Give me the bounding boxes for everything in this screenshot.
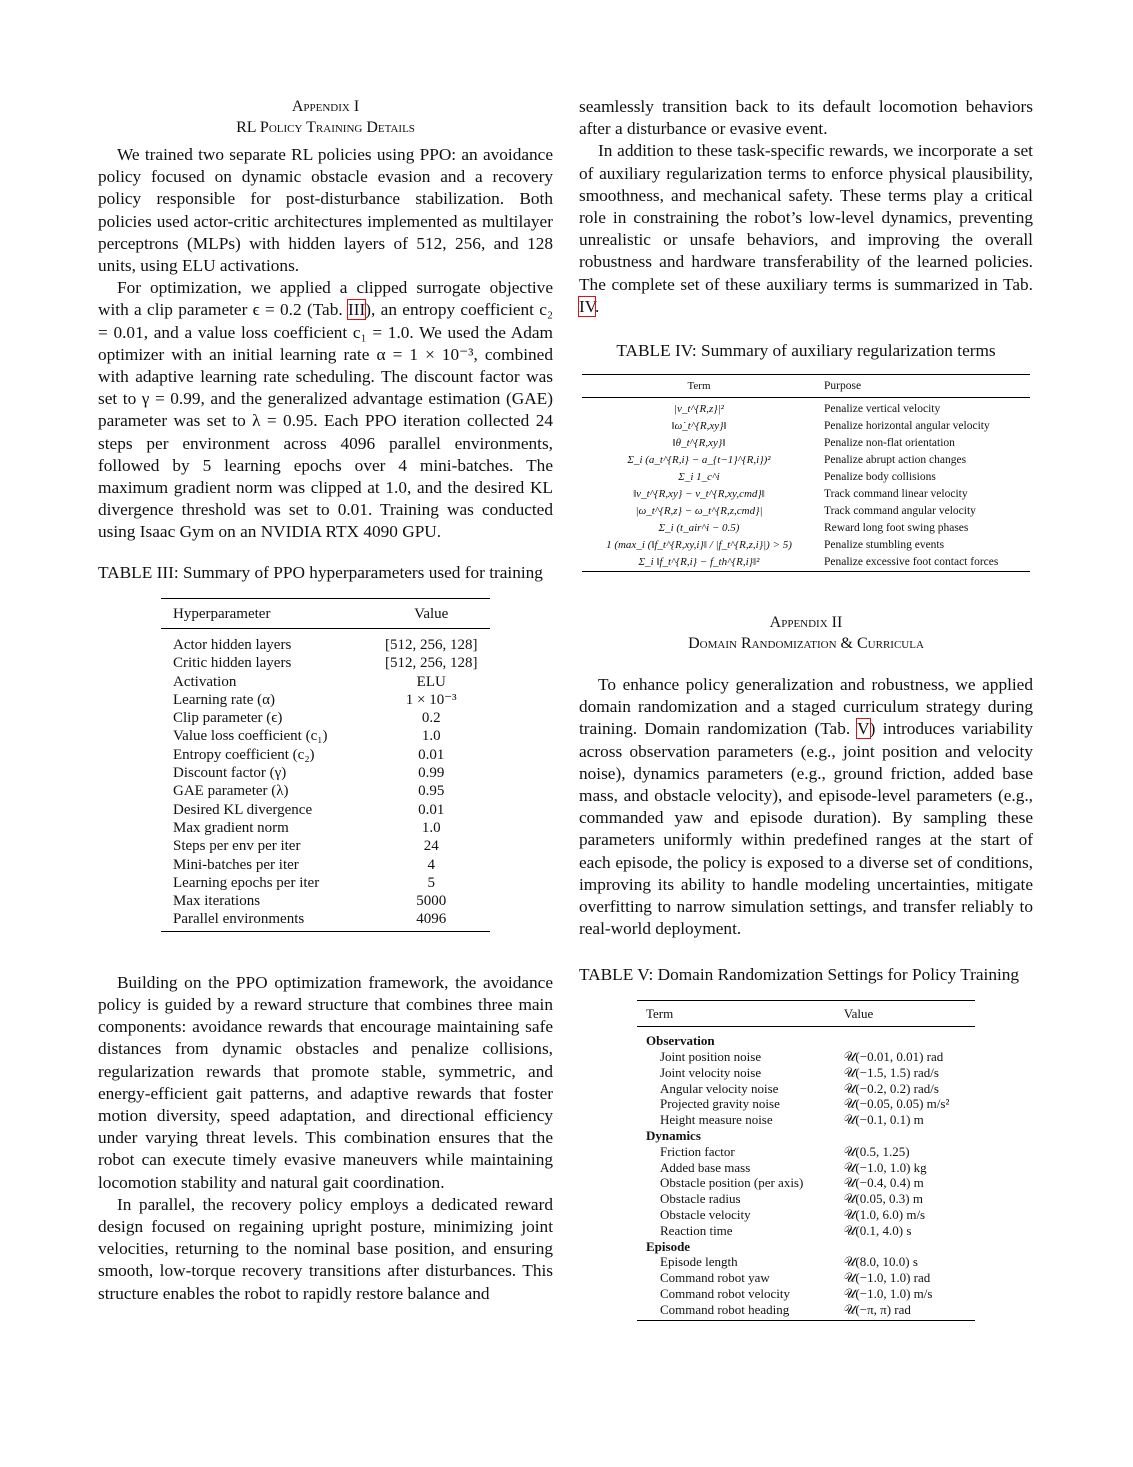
table-4-caption: TABLE IV: Summary of auxiliary regularization terms xyxy=(616,341,996,361)
table-3-body xyxy=(161,628,490,931)
hyperparameter-cell: Critic hidden layers xyxy=(173,655,292,672)
value-cell: 1.0 xyxy=(421,819,441,836)
text-segment: . xyxy=(595,296,600,316)
purpose-cell: Reward long foot swing phases xyxy=(824,522,969,535)
table-row xyxy=(161,892,490,910)
term-cell: Obstacle radius xyxy=(660,1191,741,1207)
table-row xyxy=(637,1049,975,1065)
purpose-cell: Penalize horizontal angular velocity xyxy=(824,420,990,433)
value-cell: 0.95 xyxy=(418,783,445,800)
hyperparameter-cell: Actor hidden layers xyxy=(173,636,292,653)
group-heading: Dynamics xyxy=(646,1128,701,1144)
paragraph-avoidance-reward: Building on the PPO optimization framework, the avoidance policy is guided by a reward structure that combines three main components: avoidance rewards that encourage maintaining safe distances from dynamic obstacles and penalize collisions, regularization rewards that promote stable, symmetric, and energy-efficient gait patterns, and adaptive rewards that foster motion diversity, speed adaptation, and directional efficiency under varying threat levels. This combination ensures that the robot can execute timely evasive maneuvers while maintaining locomotion stability and natural gait coordination. xyxy=(98,972,553,1192)
appendix-2-title: Domain Randomization & Curricula xyxy=(688,635,924,653)
right-column xyxy=(579,96,1033,1321)
table-row xyxy=(637,1160,975,1176)
table-row xyxy=(582,452,1030,469)
value-cell: [512, 256, 128] xyxy=(384,636,478,653)
table-row xyxy=(582,537,1030,554)
hyperparameter-cell: Entropy coefficient (c₂) xyxy=(173,746,315,763)
table-5-domain-randomization xyxy=(637,1000,975,1320)
table-row xyxy=(582,435,1030,452)
value-cell: ELU xyxy=(416,673,446,690)
value-cell: 𝒰(−π, π) rad xyxy=(843,1301,911,1317)
hyperparameter-cell: Mini-batches per iter xyxy=(173,856,299,873)
table-3-ppo-hyperparameters xyxy=(161,598,490,932)
term-formula-cell: |v_t^{R,z}|² xyxy=(674,403,724,416)
term-cell: Obstacle velocity xyxy=(660,1207,751,1223)
purpose-cell: Penalize abrupt action changes xyxy=(824,454,967,467)
value-cell: 𝒰(−0.1, 0.1) m xyxy=(843,1112,924,1128)
term-formula-cell: ‖ω̇_t^{R,xy}‖ xyxy=(671,420,727,433)
table-row xyxy=(582,398,1030,419)
paragraph-recovery-reward: In parallel, the recovery policy employs a dedicated reward design focused on regaining upright posture, minimizing joint velocities, returning to the nominal base position, and ensuring smooth, low-torque recovery transitions after disturbances. This structure enables the robot to rapidly restore balance and xyxy=(98,1194,553,1303)
table-row xyxy=(161,764,490,782)
table-row xyxy=(582,469,1030,486)
purpose-cell: Track command linear velocity xyxy=(824,488,968,501)
table-row xyxy=(637,1144,975,1160)
value-cell: [512, 256, 128] xyxy=(384,655,478,672)
column-header-term: Term xyxy=(582,375,816,398)
hyperparameter-cell: Discount factor (γ) xyxy=(173,765,287,782)
text-segment: For optimization, we applied a clipped surrogate objective with a clip parameter ϵ = 0.2 (Tab. xyxy=(98,278,553,320)
table-row xyxy=(161,628,490,654)
hyperparameter-cell: Clip parameter (ϵ) xyxy=(173,710,283,727)
column-header-purpose: Purpose xyxy=(816,375,1030,398)
group-heading: Observation xyxy=(646,1033,715,1049)
table-row xyxy=(637,1112,975,1128)
hyperparameter-cell: Desired KL divergence xyxy=(173,801,313,818)
text-segment: ), an entropy coefficient c₂ = 0.01, and a value loss coefficient c₁ = 1.0. We used the Adam optimizer with an initial learning rate α = 1 × 10⁻³, combined with adaptive learning rate scheduling. The discount factor was set to γ = 0.99, and the generalized advantage estimation (GAE) parameter was set to λ = 0.95. Each PPO iteration collected 24 steps per environment across 4096 parallel environments, followed by 5 learning epochs over 4 mini-batches. The maximum gradient norm was clipped at 1.0, and the desired KL divergence threshold was set to 0.01. Training was conducted using Isaac Gym on an NVIDIA RTX 4090 GPU. xyxy=(98,300,553,542)
table-header-row xyxy=(637,1001,975,1027)
value-cell: 𝒰(−1.0, 1.0) m/s xyxy=(843,1286,933,1302)
text-segment: To enhance policy generalization and robustness, we applied domain randomization and a staged curriculum strategy during training. Domain randomization (Tab. xyxy=(579,675,1033,739)
term-formula-cell: Σ_i ‖f_t^{R,i} − f_th^{R,i}‖² xyxy=(638,556,760,569)
hyperparameter-cell: Learning epochs per iter xyxy=(173,874,320,891)
value-cell: 0.99 xyxy=(418,765,445,782)
purpose-cell: Penalize non-flat orientation xyxy=(824,437,955,450)
table-header-row xyxy=(161,598,490,628)
table-row xyxy=(637,1081,975,1097)
table-row xyxy=(161,856,490,874)
term-formula-cell: |ω_t^{R,z} − ω_t^{R,z,cmd}| xyxy=(635,505,763,518)
table-row xyxy=(161,654,490,672)
table-row xyxy=(161,691,490,709)
term-formula-cell: ‖θ_t^{R,xy}‖ xyxy=(672,437,726,450)
text-segment: In addition to these task-specific rewards, we incorporate a set of auxiliary regularization terms to enforce physical plausibility, smoothness, and mechanical safety. These terms play a critical role in constraining the robot’s low-level dynamics, preventing unrealistic or unsafe behaviors, and improving the overall robustness and hardware transferability of the learned policies. The complete set of these auxiliary terms is summarized in Tab. xyxy=(579,141,1033,294)
text-segment: ) introduces variability across observation parameters (e.g., joint position and velocity noise), dynamics parameters (e.g., ground friction, added base mass, and obstacle velocity), and episode-level parameters (e.g., commanded yaw and episode duration). By sampling these parameters uniformly within predefined ranges at the start of each episode, the policy is exposed to a diverse set of conditions, improving its ability to handle modeling uncertainties, mitigate overfitting to narrow simulation settings, and transfer reliably to real-world deployment. xyxy=(579,719,1034,939)
hyperparameter-cell: Steps per env per iter xyxy=(173,838,301,855)
table-row xyxy=(582,520,1030,537)
table-row xyxy=(637,1286,975,1302)
term-cell: Added base mass xyxy=(660,1159,751,1175)
table-row xyxy=(161,801,490,819)
value-cell: 𝒰(−0.05, 0.05) m/s² xyxy=(843,1096,950,1112)
table-group-row xyxy=(637,1128,975,1144)
appendix-2-label: Appendix II xyxy=(769,614,843,632)
value-cell: 𝒰(−0.4, 0.4) m xyxy=(843,1175,924,1191)
value-cell: 0.01 xyxy=(418,746,445,763)
purpose-cell: Penalize vertical velocity xyxy=(824,403,941,416)
column-header-hyperparameter: Hyperparameter xyxy=(161,598,372,628)
table-5-link[interactable]: V xyxy=(857,719,870,739)
table-row xyxy=(582,503,1030,520)
table-row xyxy=(582,418,1030,435)
table-group-row xyxy=(637,1027,975,1049)
table-row xyxy=(637,1302,975,1320)
table-row xyxy=(161,746,490,764)
term-cell: Joint velocity noise xyxy=(660,1064,762,1080)
left-column xyxy=(98,96,553,1305)
term-cell: Height measure noise xyxy=(660,1112,773,1128)
purpose-cell: Penalize body collisions xyxy=(824,471,936,484)
value-cell: 𝒰(−0.01, 0.01) rad xyxy=(843,1049,944,1065)
value-cell: 5 xyxy=(427,874,435,891)
table-row xyxy=(161,819,490,837)
term-cell: Reaction time xyxy=(660,1222,733,1238)
term-cell: Command robot heading xyxy=(660,1301,790,1317)
table-row xyxy=(582,554,1030,572)
value-cell: 𝒰(0.5, 1.25) xyxy=(843,1143,910,1159)
value-cell: 4 xyxy=(427,856,435,873)
table-group-row xyxy=(637,1239,975,1255)
value-cell: 𝒰(0.1, 4.0) s xyxy=(843,1222,912,1238)
purpose-cell: Track command angular velocity xyxy=(824,505,976,518)
value-cell: 𝒰(0.05, 0.3) m xyxy=(843,1191,923,1207)
table-4-body xyxy=(582,398,1030,572)
paragraph-optimization xyxy=(98,277,553,543)
paragraph-policies: We trained two separate RL policies using PPO: an avoidance policy focused on dynamic obstacle evasion and a recovery policy responsible for post-disturbance stabilization. Both policies used actor-critic architectures implemented as multilayer perceptrons (MLPs) with hidden layers of 512, 256, and 128 units, using ELU activations. xyxy=(98,145,553,276)
hyperparameter-cell: Max iterations xyxy=(173,893,261,910)
column-header-value: Value xyxy=(372,598,490,628)
table-row xyxy=(582,486,1030,503)
hyperparameter-cell: Learning rate (α) xyxy=(173,691,275,708)
table-3-link[interactable]: III xyxy=(348,300,366,320)
term-cell: Angular velocity noise xyxy=(660,1080,779,1096)
value-cell: 1.0 xyxy=(421,728,441,745)
table-5-caption: TABLE V: Domain Randomization Settings for Policy Training xyxy=(579,965,1020,985)
appendix-1-label: Appendix I xyxy=(291,98,360,115)
paragraph-domain-randomization xyxy=(579,674,1033,940)
paragraph-transition: seamlessly transition back to its default locomotion behaviors after a disturbance or evasive event. xyxy=(579,97,1033,139)
purpose-cell: Penalize excessive foot contact forces xyxy=(824,556,999,569)
table-row xyxy=(637,1175,975,1191)
term-formula-cell: 1 (max_i (‖f_t^{R,xy,i}‖ / |f_t^{R,z,i}|) > 5) xyxy=(606,539,792,552)
hyperparameter-cell: Max gradient norm xyxy=(173,819,289,836)
value-cell: 𝒰(8.0, 10.0) s xyxy=(843,1254,918,1270)
value-cell: 24 xyxy=(423,838,439,855)
table-row xyxy=(637,1254,975,1270)
appendix-1-title: RL Policy Training Details xyxy=(236,119,415,136)
table-row xyxy=(161,727,490,745)
hyperparameter-cell: GAE parameter (λ) xyxy=(173,783,289,800)
table-row xyxy=(637,1207,975,1223)
term-formula-cell: Σ_i (t_air^i − 0.5) xyxy=(658,522,740,535)
table-row xyxy=(637,1191,975,1207)
table-row xyxy=(161,782,490,800)
table-row xyxy=(161,910,490,931)
term-formula-cell: ‖v_t^{R,xy} − v_t^{R,xy,cmd}‖ xyxy=(633,488,765,501)
table-header-row xyxy=(582,375,1030,398)
term-cell: Obstacle position (per axis) xyxy=(660,1175,804,1191)
table-4-regularization-terms xyxy=(582,374,1030,572)
hyperparameter-cell: Value loss coefficient (c₁) xyxy=(173,728,328,745)
term-formula-cell: Σ_i 1_c^i xyxy=(678,471,720,484)
term-cell: Friction factor xyxy=(660,1143,735,1159)
value-cell: 5000 xyxy=(416,893,447,910)
table-row xyxy=(161,837,490,855)
table-row xyxy=(637,1270,975,1286)
table-3-caption: TABLE III: Summary of PPO hyperparameters used for training xyxy=(98,562,543,582)
purpose-cell: Penalize stumbling events xyxy=(824,539,945,552)
table-row xyxy=(161,709,490,727)
value-cell: 0.2 xyxy=(421,710,441,727)
value-cell: 𝒰(−1.0, 1.0) kg xyxy=(843,1159,927,1175)
term-cell: Joint position noise xyxy=(660,1049,762,1065)
table-5-body xyxy=(637,1027,975,1320)
value-cell: 𝒰(1.0, 6.0) m/s xyxy=(843,1207,926,1223)
value-cell: 0.01 xyxy=(418,801,445,818)
table-row xyxy=(161,673,490,691)
term-cell: Command robot yaw xyxy=(660,1270,770,1286)
value-cell: 1 × 10⁻³ xyxy=(405,691,457,708)
value-cell: 4096 xyxy=(416,911,447,928)
table-row xyxy=(637,1223,975,1239)
table-row xyxy=(161,874,490,892)
table-row xyxy=(637,1096,975,1112)
table-4-link[interactable]: IV xyxy=(579,296,596,316)
value-cell: 𝒰(−1.5, 1.5) rad/s xyxy=(843,1064,939,1080)
column-header-value: Value xyxy=(844,1001,975,1027)
table-row xyxy=(637,1065,975,1081)
group-heading: Episode xyxy=(646,1238,691,1254)
term-cell: Episode length xyxy=(660,1254,738,1270)
hyperparameter-cell: Activation xyxy=(173,673,237,690)
value-cell: 𝒰(−0.2, 0.2) rad/s xyxy=(843,1080,939,1096)
term-cell: Command robot velocity xyxy=(660,1286,790,1302)
value-cell: 𝒰(−1.0, 1.0) rad xyxy=(843,1270,931,1286)
term-formula-cell: Σ_i (a_t^{R,i} − a_{t−1}^{R,i})² xyxy=(627,454,771,467)
term-cell: Projected gravity noise xyxy=(660,1096,780,1112)
paragraph-auxiliary xyxy=(579,140,1033,318)
hyperparameter-cell: Parallel environments xyxy=(173,911,305,928)
column-header-term: Term xyxy=(637,1001,844,1027)
